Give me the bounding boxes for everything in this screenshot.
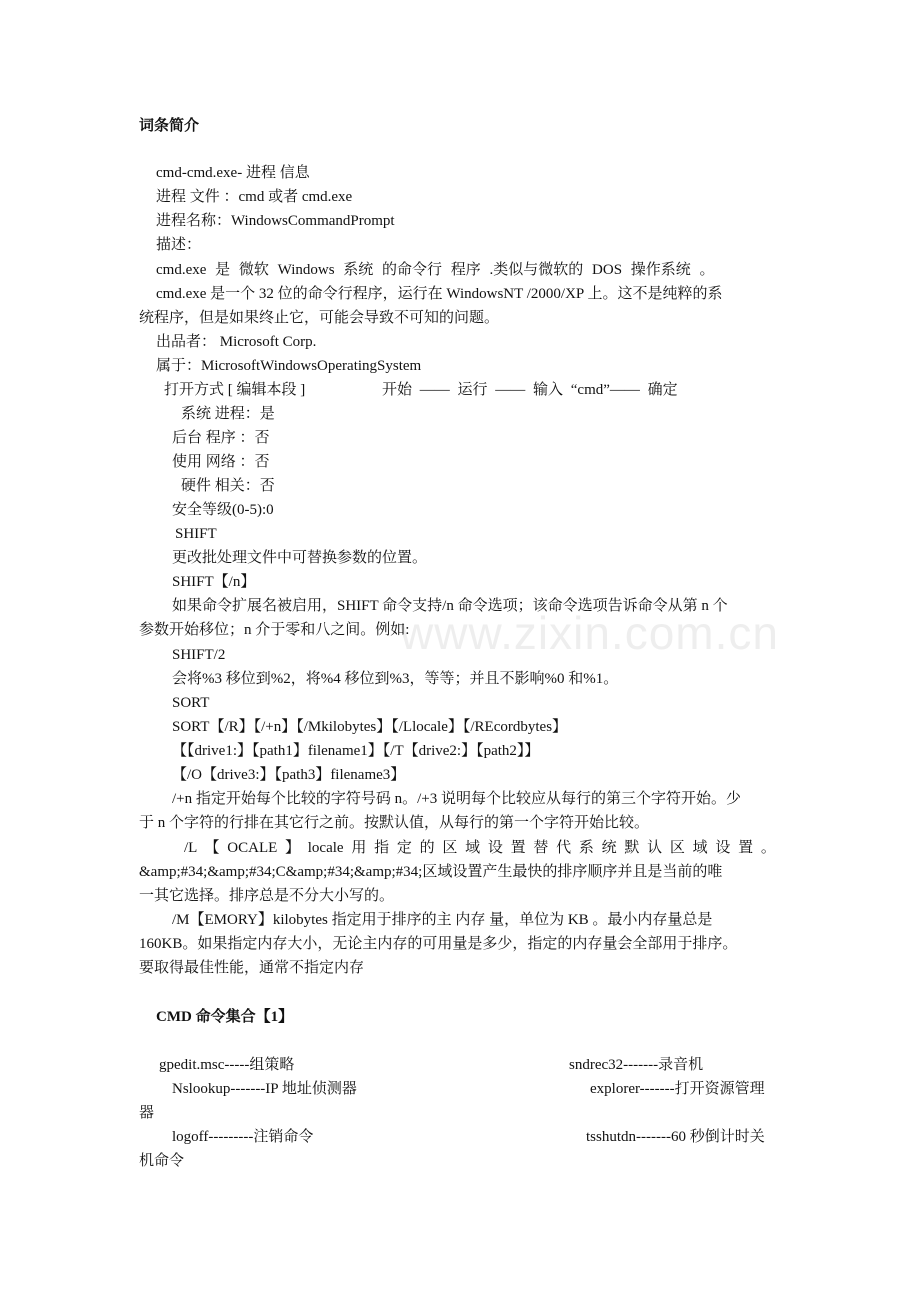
sort-paragraph-3c: 要取得最佳性能，通常不指定内存	[139, 960, 365, 976]
intro-line-12: 使用 网络 ：否	[172, 454, 270, 470]
intro-line-11: 后台 程序 ：否	[172, 430, 270, 446]
sort-syntax-1: SORT【/R】【/+n】【/Mkilobytes】【/Llocale】【/REcordbytes】	[172, 719, 568, 735]
intro-line-13: 硬件 相关：否	[181, 478, 275, 494]
shift-paragraph-b: 参数开始移位；n 介于零和八之间。例如:	[139, 622, 410, 638]
intro-line-6b: 统程序，但是如果终止它，可能会导致不可知的问题。	[139, 310, 500, 326]
intro-line-14: 安全等级(0-5):0	[172, 502, 274, 518]
cmd-row-1-right: sndrec32-------录音机	[569, 1057, 704, 1073]
cmd-row-2-left: Nslookup-------IP 地址侦测器	[172, 1081, 357, 1097]
cmd-row-3-left: logoff---------注销命令	[172, 1129, 314, 1145]
intro-line-8: 属于：MicrosoftWindowsOperatingSystem	[156, 358, 422, 374]
cmd-row-2-right: explorer-------打开资源管理	[590, 1081, 765, 1097]
intro-line-6a: cmd.exe 是一个 32 位的命令行程序，运行在 WindowsNT /2000/XP 上。这不是纯粹的系	[156, 286, 723, 302]
intro-line-7: 出品者： Microsoft Corp.	[156, 334, 317, 350]
intro-line-1: cmd-cmd.exe- 进程 信息	[156, 165, 310, 181]
cmd-row-3-wrap: 机命令	[139, 1153, 185, 1169]
sort-paragraph-2c: 一其它选择。排序总是不分大小写的。	[139, 888, 395, 904]
sort-paragraph-2a: /L 【 OCALE 】 locale 用 指 定 的 区 域 设 置 替 代 系 统 默 认 区 域 设 置 。	[184, 840, 776, 856]
cmd-section-title: CMD 命令集合【1】	[156, 1009, 294, 1025]
intro-line-4: 描述：	[156, 237, 202, 253]
cmd-row-2-wrap: 器	[139, 1105, 155, 1121]
sort-paragraph-3a: /M【EMORY】kilobytes 指定用于排序的主 内存 量，单位为 KB 。最小内存量总是	[172, 912, 713, 928]
sort-title: SORT	[172, 695, 210, 711]
sort-paragraph-1a: /+n 指定开始每个比较的字符号码 n。/+3 说明每个比较应从每行的第三个字符开始。少	[172, 791, 742, 807]
shift-syntax: SHIFT【/n】	[172, 574, 256, 590]
page-heading: 词条简介	[139, 118, 200, 134]
shift-example: SHIFT/2	[172, 647, 226, 663]
shift-example-desc: 会将%3 移位到%2，将%4 移位到%3，等等；并且不影响%0 和%1。	[172, 671, 619, 687]
watermark: www.zixin.com.cn	[400, 607, 779, 659]
intro-line-3: 进程名称：WindowsCommandPrompt	[156, 213, 395, 229]
intro-line-5: cmd.exe 是 微软 Windows 系统 的命令行 程序 .类似与微软的 DOS 操作系统 。	[156, 262, 715, 278]
sort-paragraph-1b: 于 n 个字符的行排在其它行之前。按默认值，从每行的第一个字符开始比较。	[139, 815, 650, 831]
intro-line-9b: 开始 —— 运行 —— 输入 “cmd”—— 确定	[382, 382, 678, 398]
intro-line-9a: 打开方式 [ 编辑本段 ]	[164, 382, 306, 398]
sort-paragraph-2b: &amp;#34;&amp;#34;C&amp;#34;&amp;#34;区域设置产生最快的排序顺序并且是当前的唯	[139, 864, 723, 880]
sort-syntax-3: 【/O【drive3:】【path3】filename3】	[172, 767, 406, 783]
shift-desc: 更改批处理文件中可替换参数的位置。	[172, 550, 428, 566]
sort-paragraph-3b: 160KB。如果指定内存大小，无论主内存的可用量是多少，指定的内存量会全部用于排序。	[139, 936, 738, 952]
intro-line-10: 系统 进程：是	[181, 406, 275, 422]
sort-syntax-2: 【【drive1:】【path1】filename1】【/T【drive2:】【path2】】	[172, 743, 540, 759]
cmd-row-1-left: gpedit.msc-----组策略	[159, 1057, 295, 1073]
shift-paragraph-a: 如果命令扩展名被启用，SHIFT 命令支持/n 命令选项；该命令选项告诉命令从第 n 个	[172, 598, 728, 614]
intro-line-2: 进程 文件 ：cmd 或者 cmd.exe	[156, 189, 353, 205]
cmd-row-3-right: tsshutdn-------60 秒倒计时关	[586, 1129, 765, 1145]
shift-title: SHIFT	[175, 526, 217, 542]
